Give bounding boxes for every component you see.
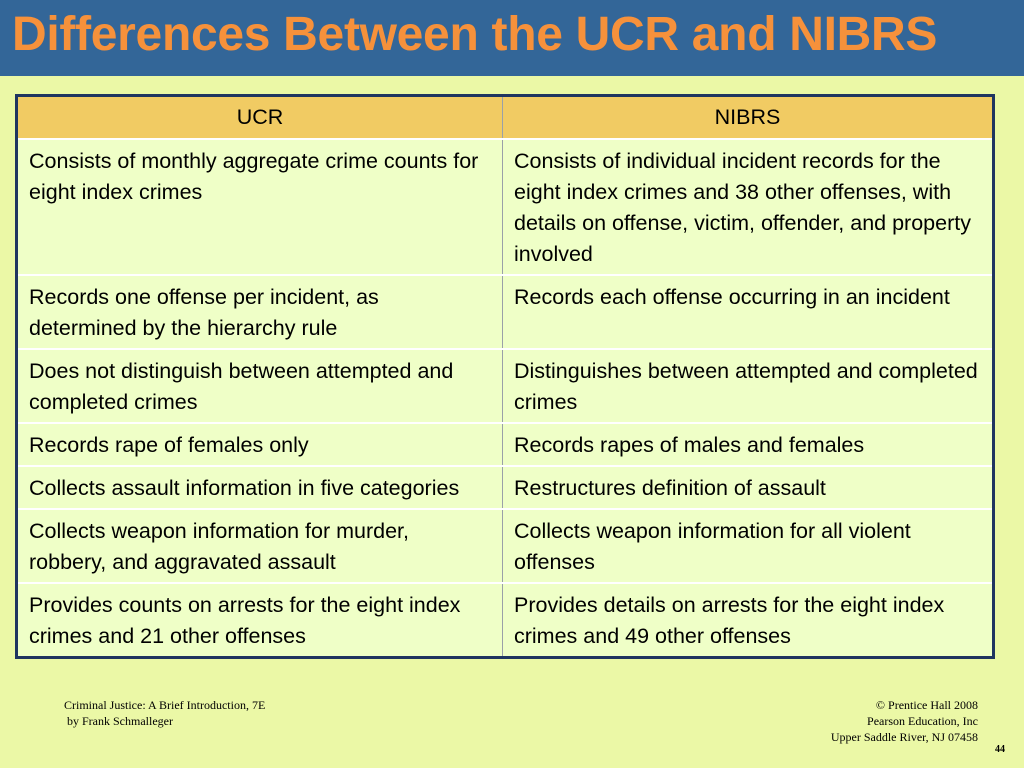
table-row xyxy=(17,583,994,658)
ucr-cell: Provides counts on arrests for the eight index crimes and 21 other offenses xyxy=(17,583,503,658)
table-row xyxy=(17,466,994,509)
nibrs-cell: Records each offense occurring in an incident xyxy=(503,275,994,349)
footer-citation xyxy=(64,697,265,729)
ucr-cell: Records one offense per incident, as determined by the hierarchy rule xyxy=(17,275,503,349)
table-row xyxy=(17,275,994,349)
ucr-cell: Collects assault information in five categories xyxy=(17,466,503,509)
footer-copyright-line: © Prentice Hall 2008 xyxy=(875,698,978,712)
footer-book-title: Criminal Justice: A Brief Introduction, 7E xyxy=(64,698,266,712)
footer-author: by Frank Schmalleger xyxy=(64,714,173,728)
page-number: 44 xyxy=(995,744,1005,755)
footer-copyright xyxy=(831,697,978,745)
ucr-cell: Does not distinguish between attempted and completed crimes xyxy=(17,349,503,423)
title-bar xyxy=(0,0,1024,76)
nibrs-cell: Provides details on arrests for the eight index crimes and 49 other offenses xyxy=(503,583,994,658)
slide-title: Differences Between the UCR and NIBRS xyxy=(12,8,938,61)
nibrs-cell: Records rapes of males and females xyxy=(503,423,994,466)
footer-address: Upper Saddle River, NJ 07458 xyxy=(830,730,978,744)
table-header-row xyxy=(17,96,994,140)
ucr-cell: Collects weapon information for murder, robbery, and aggravated assault xyxy=(17,509,503,583)
table-row xyxy=(17,139,994,275)
table-row xyxy=(17,509,994,583)
nibrs-cell: Distinguishes between attempted and completed crimes xyxy=(503,349,994,423)
table-row xyxy=(17,423,994,466)
header-nibrs: NIBRS xyxy=(503,96,994,140)
table-row xyxy=(17,349,994,423)
nibrs-cell: Collects weapon information for all violent offenses xyxy=(503,509,994,583)
nibrs-cell: Consists of individual incident records for the eight index crimes and 38 other offenses, with details on offense, victim, offender, and property involved xyxy=(503,139,994,275)
ucr-cell: Records rape of females only xyxy=(17,423,503,466)
comparison-table xyxy=(15,94,995,659)
header-ucr: UCR xyxy=(17,96,503,140)
footer-publisher: Pearson Education, Inc xyxy=(867,714,978,728)
nibrs-cell: Restructures definition of assault xyxy=(503,466,994,509)
ucr-cell: Consists of monthly aggregate crime counts for eight index crimes xyxy=(17,139,503,275)
